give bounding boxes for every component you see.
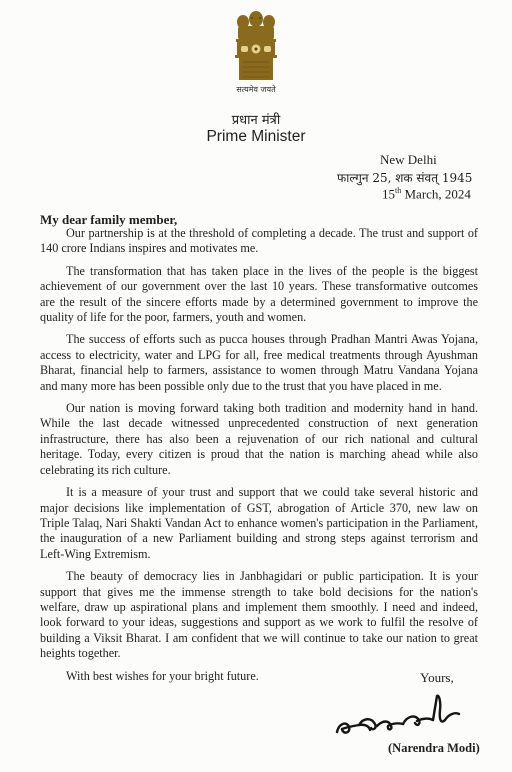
- letter-body: [40, 226, 478, 691]
- paragraph-wishes: With best wishes for your bright future.: [66, 668, 259, 683]
- date-english: [382, 186, 471, 202]
- national-emblem-icon: [233, 8, 279, 88]
- paragraph-democracy: The beauty of democracy lies in Janbhagidari or public participation. It is your support that gives me the immense strength to take bold decisions for the nation's welfare, draw up aspirational plans and implement them smoothly. I need and indeed, look forward to your ideas, suggestions and support as we work to fulfil the resolve of building a Viksit Bharat. I am confident that we will continue to take our nation to great heights together.: [40, 569, 478, 661]
- date-suffix: th: [395, 186, 402, 195]
- paragraph-decisions: It is a measure of your trust and support that we could take several historic and major decisions like implementation of GST, abrogation of Article 370, new law on Triple Talaq, Nari Shakti Vandan Act to enhance women's participation in the Parliament, the inauguration of a new Parliament building and strong steps against terrorism and Left-Wing Extremism.: [40, 485, 478, 561]
- office-title-english: Prime Minister: [206, 128, 306, 145]
- date-day: 15: [382, 186, 395, 202]
- signature: [333, 690, 468, 738]
- paragraph-schemes: The success of efforts such as pucca houses through Pradhan Mantri Awas Yojana, access to electricity, water and LPG for all, free medical treatments through Ayushman Bharat, financial help to farmers, assistance to women through Matru Vandana Yojana and many more has been possible only due to the trust that you have placed in me.: [40, 332, 478, 393]
- office-title-hindi: प्रधान मंत्री: [231, 113, 281, 128]
- paragraph-tradition: Our nation is moving forward taking both tradition and modernity hand in hand. While the last decade witnessed unprecedented construction of next generation infrastructure, there has also been a rejuvenation of our rich national and cultural heritage. Today, every citizen is proud that the nation is marching ahead while also celebrating its rich culture.: [40, 401, 478, 477]
- date-hindi: फाल्गुन 25, शक संवत् 1945: [337, 171, 473, 185]
- paragraph-transformation: The transformation that has taken place in the lives of the people is the biggest achievement of our government over the last 10 years. These transformative outcomes are the result of the sincere efforts made by a determined government to improve the quality of life for the poor, farmers, youth and women.: [40, 263, 478, 325]
- salutation: My dear family member,: [40, 212, 178, 227]
- date-month-year: March, 2024: [401, 186, 471, 202]
- paragraph-partnership: Our partnership is at the threshold of completing a decade. The trust and support of 140 crore Indians inspires and motivates me.: [40, 226, 478, 256]
- closing: Yours,: [420, 670, 454, 685]
- signer-name: (Narendra Modi): [388, 741, 480, 755]
- dateline-place: New Delhi: [380, 152, 437, 167]
- emblem-motto: सत्यमेव जयते: [236, 85, 276, 94]
